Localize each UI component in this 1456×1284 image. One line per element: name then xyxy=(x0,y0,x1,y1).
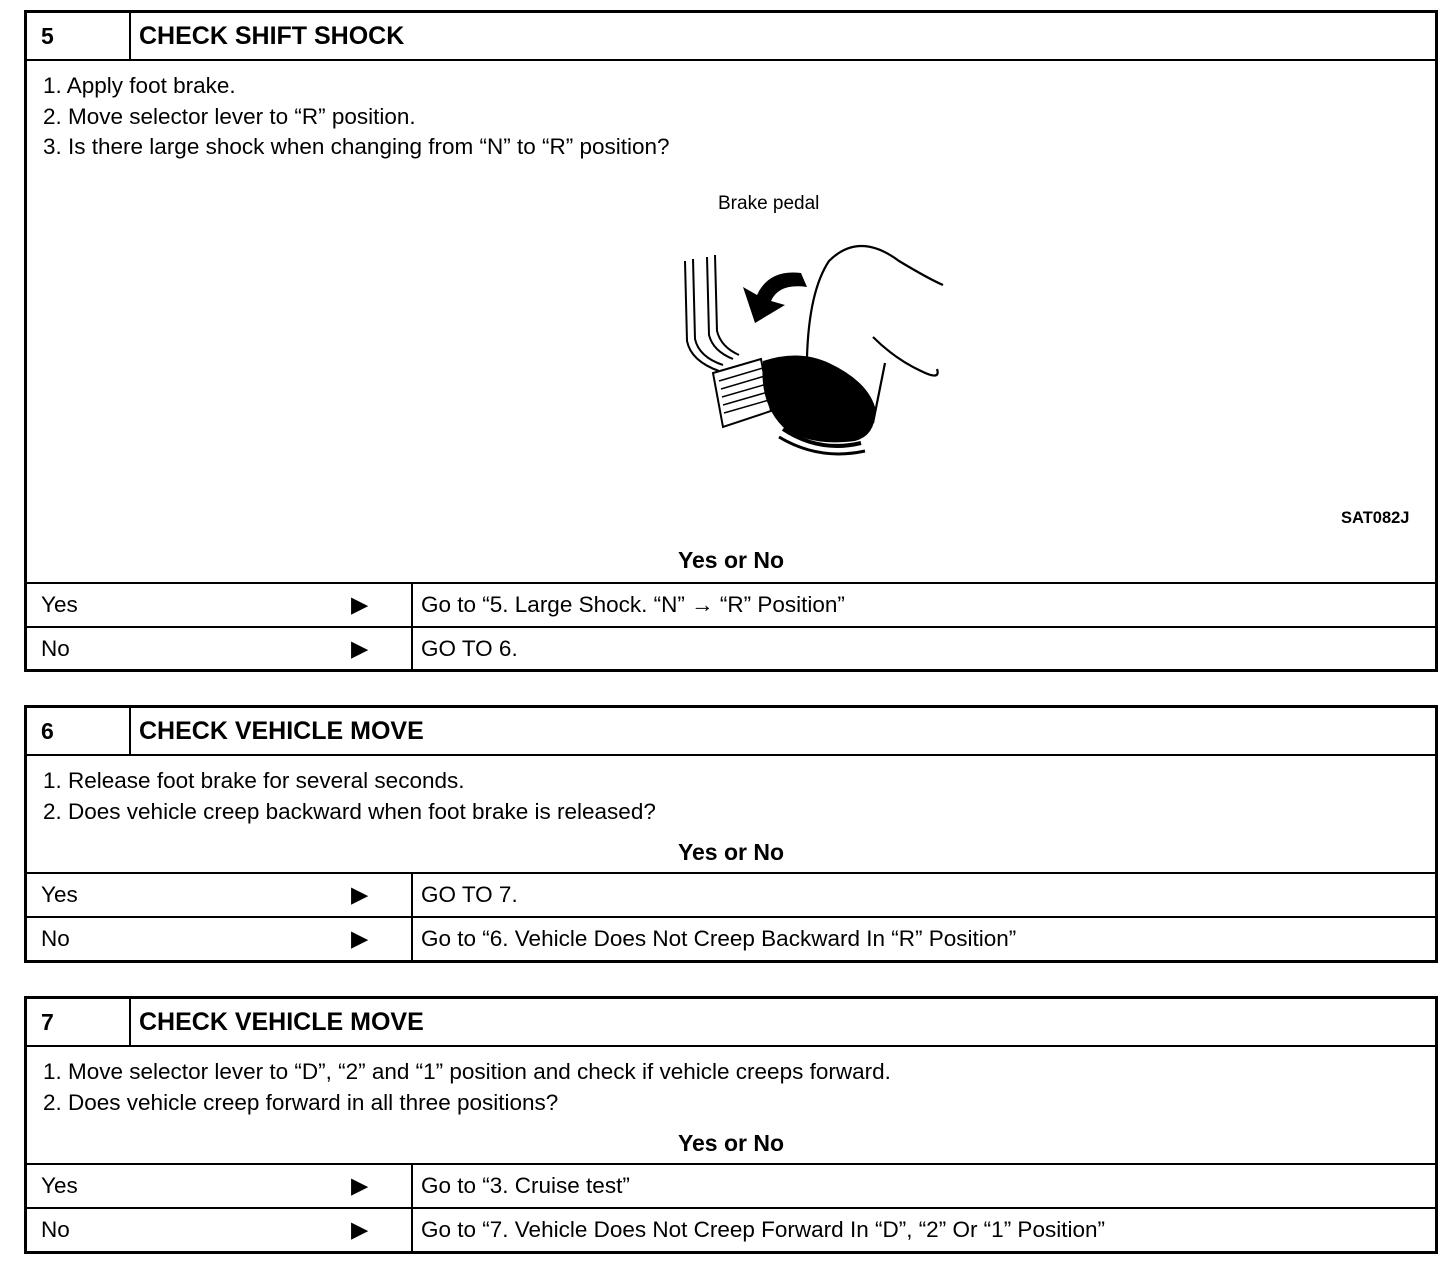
step-list xyxy=(27,61,1435,163)
arrow-right-icon: ▶ xyxy=(351,1173,369,1198)
arrow-right-icon: ▶ xyxy=(351,1217,369,1242)
section-7 xyxy=(24,996,1438,1254)
arrow-right-icon: ▶ xyxy=(351,592,369,617)
step-list xyxy=(27,1047,1435,1118)
answer-cell xyxy=(27,874,413,916)
section-header xyxy=(27,13,1435,61)
section-title: CHECK VEHICLE MOVE xyxy=(139,716,424,745)
action-cell: Go to “3. Cruise test” xyxy=(421,1173,630,1198)
brake-pedal-illustration xyxy=(679,231,959,461)
section-number: 7 xyxy=(27,999,131,1045)
answer-cell xyxy=(27,918,413,960)
answer-row-no xyxy=(27,1207,1435,1251)
step-item: 2. Does vehicle creep backward when foot brake is released? xyxy=(43,798,656,824)
figure-code: SAT082J xyxy=(1341,509,1410,527)
section-header xyxy=(27,999,1435,1047)
yes-or-no-label: Yes or No xyxy=(677,1130,785,1156)
arrow-right-icon: ▶ xyxy=(351,636,369,661)
section-number: 6 xyxy=(27,708,131,754)
answer-label: Yes xyxy=(41,1173,78,1198)
arrow-right-icon: ▶ xyxy=(351,926,369,951)
yes-or-no-label: Yes or No xyxy=(677,839,785,865)
section-number: 5 xyxy=(27,13,131,59)
answer-cell xyxy=(27,1209,413,1251)
answer-label: No xyxy=(41,636,70,661)
answer-label: Yes xyxy=(41,592,78,617)
step-item: 1. Apply foot brake. xyxy=(43,73,236,98)
answer-row-yes xyxy=(27,872,1435,916)
action-cell: Go to “7. Vehicle Does Not Creep Forward In “D”, “2” Or “1” Position” xyxy=(421,1217,1105,1242)
step-item: 2. Does vehicle creep forward in all three positions? xyxy=(43,1089,559,1115)
answer-row-yes xyxy=(27,1163,1435,1207)
answer-label: Yes xyxy=(41,882,78,907)
step-item: 2. Move selector lever to “R” position. xyxy=(43,103,416,129)
action-cell: Go to “6. Vehicle Does Not Creep Backward In “R” Position” xyxy=(421,926,1017,951)
action-cell: GO TO 6. xyxy=(421,636,518,661)
answer-cell xyxy=(27,1165,413,1207)
yes-or-no-label: Yes or No xyxy=(677,547,785,573)
answer-cell xyxy=(27,584,413,626)
section-5 xyxy=(24,10,1438,672)
answer-cell xyxy=(27,628,413,670)
action-cell: GO TO 7. xyxy=(421,882,518,907)
step-list xyxy=(27,756,1435,827)
section-title: CHECK VEHICLE MOVE xyxy=(139,1007,424,1036)
answer-row-no xyxy=(27,916,1435,960)
answer-row-no xyxy=(27,626,1435,670)
arrow-right-icon: ▶ xyxy=(351,882,369,907)
step-item: 3. Is there large shock when changing from “N” to “R” position? xyxy=(43,134,670,159)
answer-row-yes xyxy=(27,582,1435,626)
section-header xyxy=(27,708,1435,756)
section-6 xyxy=(24,705,1438,963)
answer-label: No xyxy=(41,1217,70,1242)
answer-label: No xyxy=(41,926,70,951)
figure-label: Brake pedal xyxy=(718,193,820,214)
step-item: 1. Release foot brake for several seconds. xyxy=(43,768,465,793)
step-item: 1. Move selector lever to “D”, “2” and “1” position and check if vehicle creeps forward. xyxy=(43,1059,891,1084)
action-cell: Go to “5. Large Shock. “N” → “R” Position” xyxy=(421,592,845,617)
section-title: CHECK SHIFT SHOCK xyxy=(139,21,405,50)
